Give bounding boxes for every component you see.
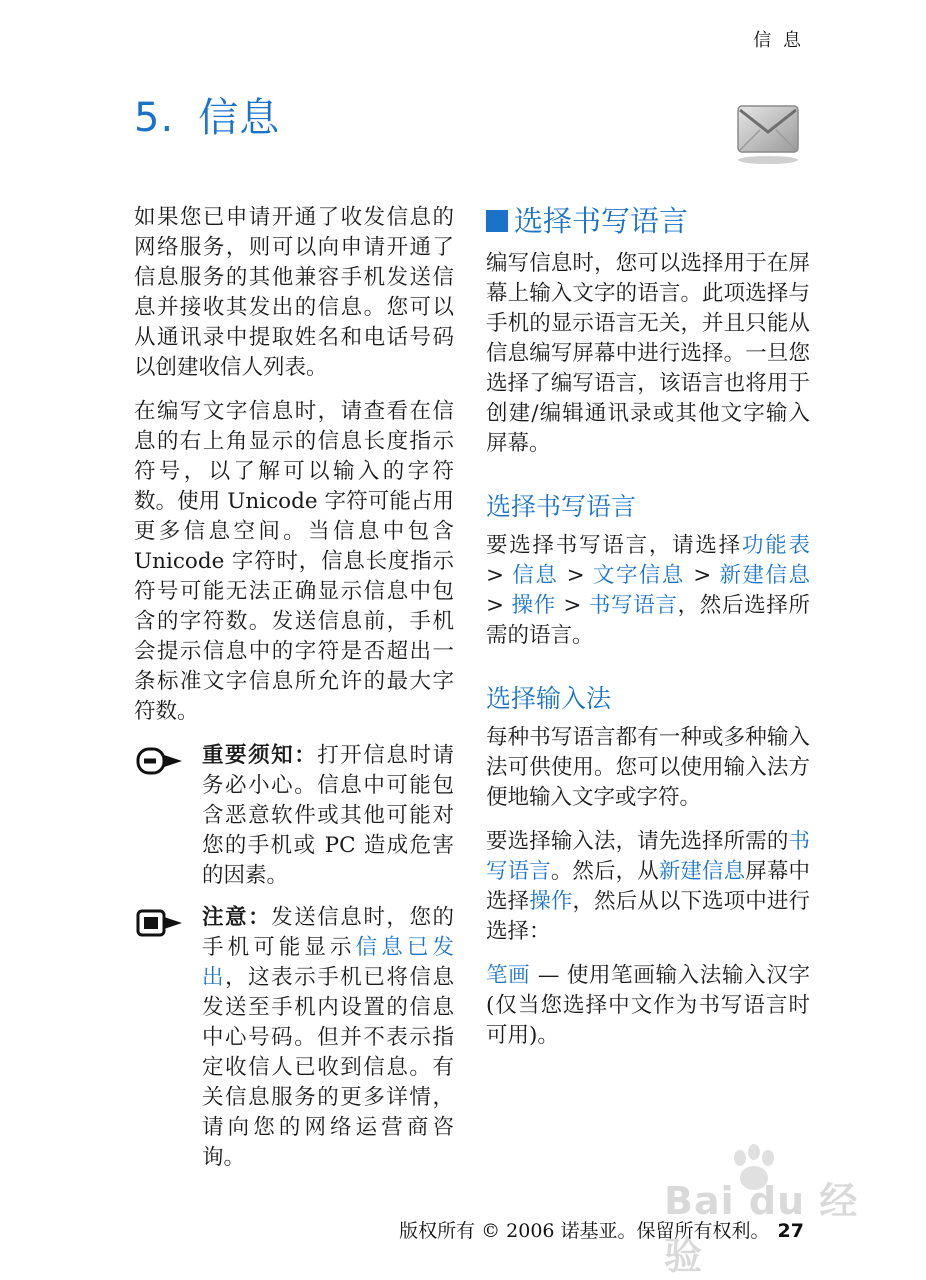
section-title [486, 203, 810, 239]
menu-path-item: 信息 [512, 563, 559, 588]
path-separator: > [486, 593, 512, 618]
right-column [486, 203, 810, 1065]
writing-language-intro: 编写信息时，您可以选择用于在屏幕上输入文字的语言。此项选择与手机的显示语言无关，并且只能从信息编写屏幕中进行选择。一旦您选择了编写语言，该语言也将用于创建/编辑通讯录或其他文字输入屏幕。 [486, 251, 810, 456]
chapter-title-text: 信息 [198, 95, 281, 141]
chapter-number: 5. [134, 95, 175, 141]
steps-suffix: ，然后选择所需的语言。 [486, 593, 810, 648]
input-steps-text: 要选择输入法，请先选择所需的 [486, 829, 789, 854]
path-separator: > [558, 563, 593, 588]
copyright: 版权所有 © 2006 诺基亚。保留所有权利。 [399, 1220, 770, 1242]
writing-language-steps [486, 531, 810, 651]
message-sent-link: 信息已发出 [202, 935, 454, 990]
menu-path-item: 书写语言 [588, 593, 678, 618]
subsection-writing-language-title: 选择书写语言 [486, 492, 637, 521]
footer [399, 1216, 804, 1243]
intro-paragraph: 如果您已申请开通了收发信息的网络服务，则可以向申请开通了信息服务的其他兼容手机发送信息并接收其发出的信息。您可以从通讯录中提取姓名和电话号码以创建收信人列表。 [134, 205, 454, 380]
note-text-2: ，这表示手机已将信息发送至手机内设置的信息中心号码。但并不表示指定收信人已收到信息。有关信息服务的更多详情，请向您的网络运营商咨询。 [202, 965, 454, 1170]
steps-prefix: 要选择书写语言，请选择 [486, 533, 742, 558]
path-separator: > [684, 563, 720, 588]
note-hand-icon [136, 909, 184, 937]
writing-language-link: 书写语言 [486, 829, 810, 884]
menu-path-item: 功能表 [741, 533, 810, 558]
subsection-input-method-title: 选择输入法 [486, 684, 612, 713]
envelope-icon [734, 96, 804, 168]
path-separator: > [555, 593, 589, 618]
chapter-title [134, 86, 280, 143]
menu-path-item: 操作 [511, 593, 556, 618]
stroke-description: — 使用笔画输入法输入汉字 (仅当您选择中文作为书写语言时可用)。 [486, 963, 810, 1048]
note-text: 发送信息时，您的手机可能显示 [202, 905, 454, 960]
left-column [134, 203, 454, 1185]
section-title-text: 选择书写语言 [514, 204, 689, 238]
options-link: 操作 [529, 889, 573, 914]
section-square-icon [486, 210, 508, 232]
important-text: 打开信息时请务必小心。信息中可能包含恶意软件或其他可能对您的手机或 PC 造成危害的因素。 [202, 743, 454, 888]
warning-hand-icon [136, 747, 184, 775]
page-number: 27 [777, 1220, 804, 1242]
important-note [134, 741, 454, 891]
note [134, 903, 454, 1173]
running-head: 信 息 [753, 30, 804, 51]
stroke-option [486, 961, 810, 1051]
watermark-text: Bai du 经验 [664, 1179, 859, 1278]
menu-path-item: 新建信息 [719, 563, 810, 588]
note-label: 注意： [202, 905, 272, 930]
length-indicator-paragraph: 在编写文字信息时，请查看在信息的右上角显示的信息长度指示符号，以了解可以输入的字符数。使用 Unicode 字符可能占用更多信息空间。当信息中包含 Unicode 字符时，信息长度指示符号可能无法正确显示信息中包含的字符数。发送信息前，手机会提示信息中的字符是否超出一条标准文字信息所允许的最大字符数。 [134, 399, 454, 724]
path-separator: > [486, 563, 513, 588]
new-message-link: 新建信息 [658, 859, 746, 884]
input-method-intro: 每种书写语言都有一种或多种输入法可供使用。您可以使用输入法方便地输入文字或字符。 [486, 725, 810, 810]
stroke-link: 笔画 [486, 963, 531, 988]
important-label: 重要须知： [202, 743, 318, 768]
input-method-steps [486, 827, 810, 947]
input-steps-text: 。然后，从 [550, 859, 659, 884]
menu-path-item: 文字信息 [592, 563, 685, 588]
input-steps-text: 屏幕中选择 [486, 859, 810, 914]
input-steps-text: ，然后从以下选项中进行选择： [486, 889, 810, 944]
